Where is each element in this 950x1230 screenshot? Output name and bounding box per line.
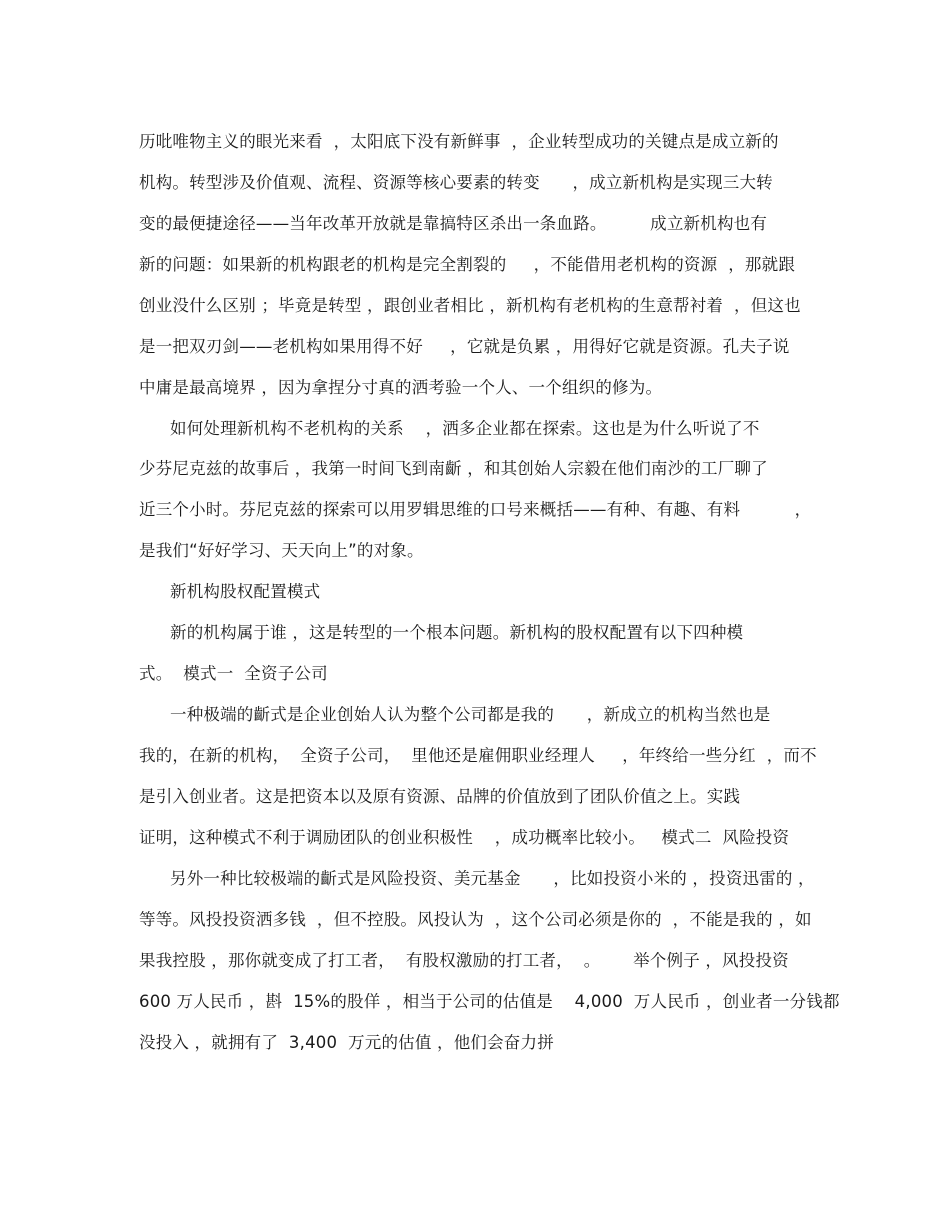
paragraph-line: 是一把双刃剑——老机构如果用得不好 ，它就是负累 ，用得好它就是资源。孔夫子说 [139, 337, 790, 356]
paragraph-line: 另外一种比较极端的齗式是风险投资、美元基金 ，比如投资小米的 ，投资迅雷的 ， [170, 869, 815, 888]
paragraph-line: 变的最便捷途径——当年改革开放就是靠搞特区杀出一条血路。 成立新机构也有 [139, 214, 768, 233]
paragraph-line: 一种极端的齗式是企业创始人认为整个公司都是我的 ，新成立的机构当然也是 [170, 705, 771, 724]
paragraph-line: 式。 模式一 全资子公司 [139, 664, 328, 683]
paragraph-line: 近三个小时。芬尼克兹的探索可以用罗辑思维的口号来概括——有种、有趣、有料 ， [139, 500, 812, 519]
paragraph-line: 新的机构属于谁 ，这是转型的一个根本问题。新机构的股权配置有以下四种模 [170, 623, 744, 642]
paragraph-line: 历吡唯物主义的眼光来看 ，太阳底下没有新鲜事 ，企业转型成功的关键点是成立新的 [139, 132, 779, 151]
paragraph-line: 没投入 ，就拥有了 3,400 万元的估值 ，他们会奋力拼 [139, 1033, 554, 1052]
paragraph-line: 创业没什么区别 ；毕竟是转型 ，跟创业者相比 ，新机构有老机构的生意帮衬着 ，但这也 [139, 296, 801, 315]
paragraph-line: 果我控股 ，那你就变成了打工者， 有股权激励的打工者， 。 举个例子 ，风投投资 [139, 951, 789, 970]
paragraph-line: 少芬尼克兹的故事后 ，我第一时间飞到南齗 ，和其创始人宗毅在他们南沙的工厂聊了 [139, 459, 768, 478]
paragraph-line: 中庸是最高境界 ，因为拿捏分寸真的洒考验一个人、一个组织的修为。 [139, 378, 663, 397]
paragraph-line: 等等。风投投资洒多钱 ，但不控股。风投认为 ，这个公司必须是你的 ，不能是我的 ，如 [139, 910, 812, 929]
paragraph-line: 证明，这种模式不利于调励团队的创业积极性 ，成功概率比较小。 模式二 风险投资 [139, 828, 790, 847]
paragraph-line: 是我们“好好学习、天天向上”的对象。 [139, 541, 424, 560]
paragraph-line: 如何处理新机构不老机构的关系 ，洒多企业都在探索。这也是为什么听说了不 [170, 419, 760, 438]
paragraph-line: 机构。转型涉及价值观、流程、资源等核心要素的转变 ，成立新机构是实现三大转 [139, 173, 773, 192]
section-heading: 新机构股权配置模式 [170, 582, 321, 601]
paragraph-line: 600 万人民币 ，斟 15%的股佯 ，相当于公司的估值是 4,000 万人民币 ，创业者一分钱都 [139, 992, 840, 1011]
paragraph-line: 新的问题：如果新的机构跟老的机构是完全割裂的 ，不能借用老机构的资源 ，那就跟 [139, 255, 796, 274]
paragraph-line: 我的，在新的机构， 全资子公司， 里他还是雇佣职业经理人 ，年终给一些分红 ，而不 [139, 746, 817, 765]
paragraph-line: 是引入创业者。这是把资本以及原有资源、品牌的价值放到了团队价值之上。实践 [139, 787, 741, 806]
